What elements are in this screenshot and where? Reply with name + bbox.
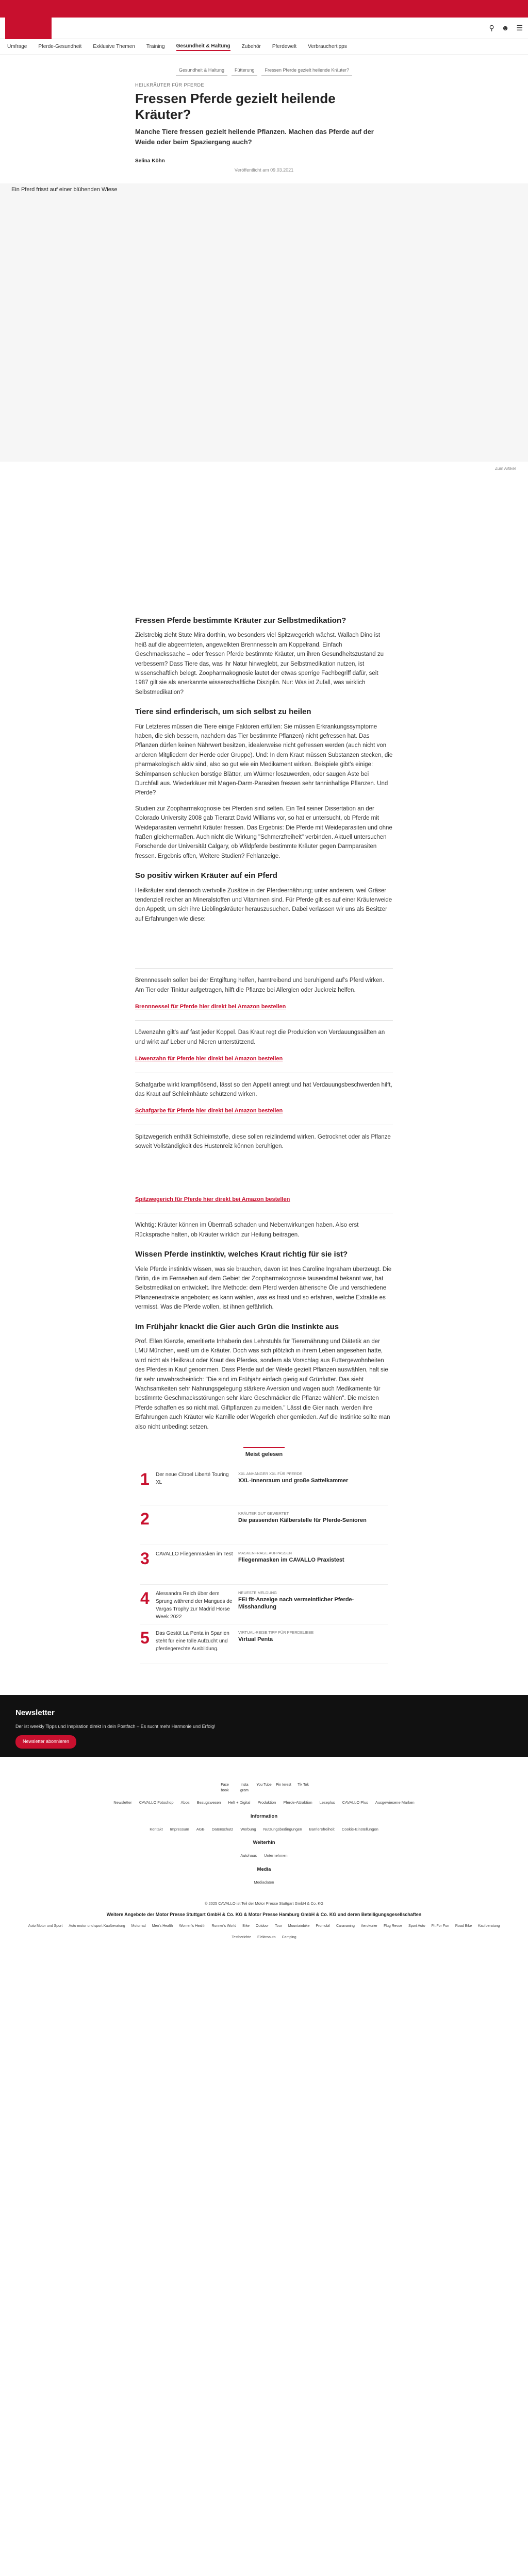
footer-link[interactable]: Produktion (257, 1800, 276, 1805)
paragraph: Löwenzahn gilt's auf fast jeder Koppel. Das Kraut regt die Produktion von Verdauungssäften an und wirkt auf Leber und Nieren unterstützend. (135, 1029, 385, 1045)
footer-link[interactable]: CAVALLO Fotoshop (139, 1800, 174, 1805)
paragraph: Spitzwegerich enthält Schleimstoffe, diese sollen reizlindernd wirken. Getrocknet oder als Pflanze soweit Vollständigkeit des Hustenreiz können beruhigen. (135, 1133, 391, 1150)
nav-item[interactable]: Exklusive Themen (93, 44, 135, 49)
paragraph: Zielstrebig zieht Stute Mira dorthin, wo besonders viel Spitzwegerich wächst. Wallach Dino ist heiß auf die abgeernteten, angewelkten Brennnesseln am Koppelrand. Einfach Geschmackssache – oder fressen Pferde bestimmte Kräuter, um ihren Gesundheitszustand zu verbessern? Dass Tiere das, was ihr Natur hinweglebt, zur Selbstmedikation nutzen, ist wissenschaftlich belegt. Zoopharmakognosie lautet der etwas sperrige Fachbegriff dafür, seit 1987 gilt sie als anerkannte wissenschaftliche Disziplin. Nur: Was ist Zufall, was wirklich Selbstmedikation? (135, 632, 384, 696)
footer-link[interactable]: Impressum (170, 1826, 189, 1832)
footer-link[interactable]: Kontakt (150, 1826, 163, 1832)
section-heading: So positiv wirken Kräuter auf ein Pferd (135, 871, 277, 880)
footer-link[interactable]: Auto motor und sport Kaufberatung (69, 1924, 125, 1928)
footer-link[interactable]: Auto Motor und Sport (28, 1924, 63, 1928)
article-date: Veröffentlicht am 09.03.2021 (234, 167, 294, 173)
paragraph: Viele Pferde instinktiv wissen, was sie brauchen, davon ist Ines Caroline Ingraham überzeugt. Die Britin, die im Fernsehen auf dem Gebiet der Zoopharmakognosie tausendmal bekannt war, hat Selbstmedikation entwickelt. Ihre Methode: dem Pferd werden ätherische Öle und verschiedene Pflanzenextrakte angeboten; es kann wählen, was es frisst und so erfahren, welche Extrakte es vermisst. Was die Pferde wollen, ist ihnen gefährlich. (135, 1266, 392, 1311)
footer-link[interactable]: Autohaus (240, 1853, 257, 1858)
main-nav (0, 39, 528, 55)
article-header (135, 82, 393, 174)
menu-icon[interactable]: ☰ (516, 24, 523, 32)
most-read (140, 1447, 388, 1665)
most-read-item[interactable] (140, 1585, 388, 1624)
paragraph: Heilkräuter sind dennoch wertvolle Zusätze in der Pferdeernährung; unter anderem, weil Gräser tendenziell reicher an Mineralstoffen und Vitaminen sind. Für Pferde gilt es auf einer Kräuterweide den Appetit, um sich ihre Lieblingskräuter herauszusuchen. Dabei verlassen wir uns als Besitzer auf Erfahrungen wie diese: (135, 887, 392, 922)
spacer (135, 1158, 393, 1189)
most-read-kicker: KRÄUTER GUT GEWERTET (238, 1511, 289, 1516)
footer-link[interactable]: Cookie-Einstellungen (341, 1826, 378, 1832)
info-title: Information (250, 1813, 278, 1819)
divider (135, 968, 393, 969)
hero-image (0, 183, 528, 462)
paragraph: Wichtig: Kräuter können im Übermaß schaden und Nebenwirkungen haben. Also erst Rücksprache halten, ob Kräuter wirklich zur Heilung beitragen. (135, 1222, 359, 1238)
footer-link[interactable]: Datenschutz (211, 1826, 234, 1832)
social-link[interactable]: You Tube (256, 1783, 272, 1787)
most-read-image-alt (156, 1511, 233, 1539)
most-read-image-alt: Der neue Citroel Liberté Touring XL (156, 1472, 229, 1486)
footer-link[interactable]: Outdoor (255, 1924, 269, 1928)
most-read-item[interactable] (140, 1624, 388, 1664)
footer-link[interactable]: Abos (180, 1800, 190, 1805)
footer-link[interactable]: CAVALLO Plus (342, 1800, 368, 1805)
media-links (32, 1879, 496, 1885)
most-read-number: 5 (140, 1629, 150, 1648)
footer-link[interactable]: Testberichte (232, 1936, 252, 1940)
paragraph: Für Letzteres müssen die Tiere einige Faktoren erfüllen: Sie müssen Erkrankungssymptome haben, die sich bessern, nachdem das Tier bestimmte Pflanzen) nicht gefressen hat. Das Pflanzen dürfen keinen Nährwert besitzen, idealerweise nicht gefressen werden (auch nicht von anderen Mitgliedern der Herde oder Gruppe). Und: In dem Kraut müssen Substanzen stecken, die pharmakologisch aktiv sind, also so gut wie ein Medikament wirken. Beispiele gibt's einige: Schimpansen schlucken borstige Blätter, um Würmer loszuwerden, oder saugen Äste bei Durchfall aus. Wiederkäuer mit Magen-Darm-Parasiten fressen sehr tanninhaltige Pflanzen. Und Pferde? (135, 723, 393, 796)
social-link[interactable]: Face book (221, 1783, 229, 1792)
nav-item[interactable]: Training (146, 44, 165, 49)
footer-link[interactable]: Caravaning (336, 1924, 355, 1928)
footer-link[interactable]: Werbung (240, 1826, 256, 1832)
copyright: © 2025 CAVALLO ist Teil der Motor Presse Stuttgart GmbH & Co. KG (204, 1901, 324, 1906)
article-title: Fressen Pferde gezielt heilende Kräuter? (135, 91, 336, 123)
social-link[interactable]: Pin terest (276, 1783, 291, 1787)
most-read-image-alt: CAVALLO Fliegenmasken im Test (156, 1551, 233, 1557)
more-offers-title: Weitere Angebote der Motor Presse Stuttgart GmbH & Co. KG & Motor Presse Hamburg GmbH & Co. KG und deren Beteiligungsgesellschaften (106, 1912, 422, 1918)
newsletter-title: Newsletter (15, 1708, 55, 1718)
section-heading: Im Frühjahr knackt die Gier auch Grün die Instinkte aus (135, 1322, 339, 1331)
footer-link[interactable]: Tour (275, 1924, 282, 1928)
footer-links (32, 1800, 496, 1805)
section-heading: Tiere sind erfinderisch, um sich selbst zu heilen (135, 707, 311, 717)
most-read-image-alt: Alessandra Reich über dem Sprung während der Mangues de Vargas Trophy zur Madrid Horse Week 2022 (156, 1591, 233, 1619)
footer-link[interactable]: Newsletter (113, 1800, 132, 1805)
partner-title: Weiterhin (253, 1840, 275, 1846)
footer-link[interactable]: Ausgewiesene Marken (375, 1800, 415, 1805)
footer-link[interactable]: Heft + Digital (228, 1800, 251, 1805)
most-read-kicker: XXL ANHÄNGER XXL FÜR PFERDE (238, 1471, 303, 1477)
footer-link[interactable]: Bike (242, 1924, 250, 1928)
footer-link[interactable]: Fit For Fun (431, 1924, 449, 1928)
most-read-headline[interactable]: Die passenden Kälberstelle für Pferde-Senioren (238, 1517, 367, 1523)
footer-link[interactable]: Bezugswesen (196, 1800, 221, 1805)
amazon-link-dandelion[interactable]: Löwenzahn für Pferde hier direkt bei Amazon bestellen (135, 1056, 283, 1062)
divider (135, 1020, 393, 1021)
top-bar (0, 0, 528, 18)
footer-link[interactable]: Flug Revue (384, 1924, 402, 1928)
most-read-number: 1 (140, 1470, 150, 1489)
hero-image-alt: Ein Pferd frisst auf einer blühenden Wiese (11, 186, 118, 193)
amazon-link-plantain[interactable]: Spitzwegerich für Pferde hier direkt bei Amazon bestellen (135, 1196, 290, 1202)
paragraph: Prof. Ellen Kienzle, emeritierte Inhaberin des Lehrstuhls für Tierernährung und Diätetik an der LMU München, weiß um die Kräuter. Doch was sich plötzlich in ihrem Leben angesehen hatte, wird nicht als Heilkraut oder Kraut des Pferdes, sondern als Vorschlag aus Futtergewohnheiten des Pferdes in Kauf genommen. Dass Pferde auf der Weide gezielt Pflanzen auswählen, halt sie für sehr unwahrscheinlich: "Die sind im Frühjahr einfach gierig auf Grünfutter. Das sieht Wachsamkeiten sehr Nahrungsgelegung stärkere Aversion und wagen auch Medikamente für bestimmte Geschmacksstörungen sehr klare Geschmäcker die Pflanze wählen". Die meisten Pferde schaffen es so nicht mal. Giftpflanzen zu meiden." Lässt die Gier nach, werden ihre Erfahrungen auch Kräuter wie Kamille oder Wegerich eher gemieden. Auf die Instinkte sollte man also nicht unbedingt setzen. (135, 1338, 390, 1430)
most-read-headline[interactable]: Virtual Penta (238, 1636, 273, 1642)
nav-item[interactable]: Umfrage (7, 44, 27, 49)
ad-hint[interactable]: Zum Artikel (494, 466, 516, 471)
footer-link[interactable]: Runner's World (211, 1924, 237, 1928)
most-read-kicker: VIRTUAL-REISE TIPP FÜR PFERDELIEBE (238, 1630, 314, 1635)
footer-link[interactable]: Motorrad (131, 1924, 146, 1928)
most-read-item[interactable] (140, 1466, 388, 1505)
footer-link[interactable]: Barrierefreiheit (309, 1826, 335, 1832)
footer-link[interactable]: Sport Auto (408, 1924, 425, 1928)
more-offers-links (27, 1924, 501, 1941)
footer-link[interactable]: Promobil (316, 1924, 331, 1928)
breadcrumb (0, 67, 528, 76)
most-read-item[interactable] (140, 1545, 388, 1585)
social-links (0, 1783, 528, 1793)
footer-link[interactable]: Camping (282, 1936, 296, 1940)
breadcrumb-item[interactable]: Gesundheit & Haltung (176, 67, 227, 76)
footer-link[interactable]: Unternehmen (264, 1853, 288, 1858)
article-author[interactable]: Selina Köhn (135, 158, 165, 164)
most-read-number: 2 (140, 1510, 150, 1529)
most-read-kicker: MASKENFRAGE AUFPASSEN (238, 1551, 292, 1556)
most-read-headline[interactable]: FEI fit-Anzeige nach vermeintlicher Pferde-Misshandlung (238, 1596, 354, 1610)
section-heading: Fressen Pferde bestimmte Kräuter zur Selbstmedikation? (135, 616, 346, 625)
ad-slot (0, 472, 528, 606)
nav-item[interactable]: Pferde-Gesundheit (38, 44, 82, 49)
article-body (135, 615, 393, 1432)
footer-link[interactable]: Pferde-Attraktion (283, 1800, 312, 1805)
breadcrumb-item[interactable]: Fütterung (232, 67, 258, 76)
footer-link[interactable]: Men's Health (152, 1924, 173, 1928)
social-link[interactable]: Tik Tok (298, 1783, 309, 1787)
newsletter-text: Der ist weekly Tipps und Inspiration direkt in dein Postfach – Es sucht mehr Harmonie und Erfolg! (15, 1723, 216, 1729)
most-read-title: Meist gelesen (243, 1447, 285, 1459)
section-heading: Wissen Pferde instinktiv, welches Kraut richtig für sie ist? (135, 1250, 348, 1259)
paragraph: Schafgarbe wirkt krampflösend, lässt so den Appetit anregt und hat Verdauungsbeschwerden hilft, das Kraut auf Schleimhäute schützend wirken. (135, 1081, 392, 1098)
footer-link[interactable]: Aerokurier (360, 1924, 378, 1928)
nav-item[interactable]: Zubehör (241, 44, 261, 49)
partner-links (32, 1853, 496, 1858)
site-logo[interactable] (5, 18, 52, 39)
footer-link[interactable]: Road Bike (455, 1924, 472, 1928)
footer-link[interactable]: Nutzungsbedingungen (263, 1826, 302, 1832)
amazon-link-nettle[interactable]: Brennnessel für Pferde hier direkt bei Amazon bestellen (135, 1003, 286, 1010)
article-lead: Manche Tiere fressen gezielt heilende Pflanzen. Machen das Pferde auf der Weide oder beim Spaziergang auch? (135, 128, 374, 146)
footer-link[interactable]: AGB (196, 1826, 205, 1832)
header (0, 18, 528, 39)
footer-link[interactable]: Mountainbike (288, 1924, 310, 1928)
footer-link[interactable]: Leseplus (319, 1800, 335, 1805)
media-title: Media (257, 1866, 271, 1872)
social-link[interactable]: Insta gram (240, 1783, 249, 1792)
footer-link[interactable]: Kaufberatung (478, 1924, 500, 1928)
most-read-item[interactable] (140, 1505, 388, 1545)
paragraph: Brennnesseln sollen bei der Entgiftung helfen, harntreibend und beruhigend auf's Pferd wirken. Am Tier oder Tinktur aufgetragen, hilft die Pflanze bei Allergien oder Juckreiz helfen. (135, 977, 384, 993)
footer-link[interactable]: Elektroauto (257, 1936, 276, 1940)
nav-item[interactable]: Verbrauchertipps (308, 44, 347, 49)
most-read-headline[interactable]: XXL-Innenraum und große Sattelkammer (238, 1477, 349, 1484)
user-icon[interactable]: ☻ (501, 24, 509, 32)
most-read-headline[interactable]: Fliegenmasken im CAVALLO Praxistest (238, 1556, 344, 1563)
most-read-image-alt: Das Gestüt La Penta in Spanien steht für eine tolle Aufzucht und pferdegerechte Ausbildung. (156, 1631, 229, 1652)
article-kicker: HEILKRÄUTER FÜR PFERDE (135, 82, 205, 88)
most-read-kicker: NEUESTE MELDUNG (238, 1590, 277, 1596)
most-read-number: 3 (140, 1549, 150, 1568)
nav-item[interactable]: Gesundheit & Haltung (176, 42, 230, 51)
paragraph: Studien zur Zoopharmakognosie bei Pferden sind selten. Ein Teil seiner Dissertation an der Colorado University 2008 gab Tierarzt David Williams vor, so hat er untersucht, ob Pferde mit Weideparasiten vermehrt Kräuter fressen. Das Ergebnis: Die Pferde mit Weideparasiten und ohne fraßen gleichermaßen. Auch nicht die Wirkung "Schmerzfreiheit" verbinden. Aktuell untersuchen Forschende der Universität Calgary, ob Wildpferde bestimmte Kräuter gegen Darmparasiten fressen. Ergebnis offen, Weitere Studien? Fehlanzeige. (135, 805, 392, 859)
most-read-number: 4 (140, 1589, 150, 1608)
footer-link[interactable]: Mediadaten (254, 1879, 274, 1885)
breadcrumb-item: Fressen Pferde gezielt heilende Kräuter? (261, 67, 352, 76)
spacer (135, 930, 393, 961)
amazon-link-yarrow[interactable]: Schafgarbe für Pferde hier direkt bei Amazon bestellen (135, 1108, 283, 1114)
nav-item[interactable]: Pferdewelt (272, 44, 297, 49)
footer-link[interactable]: Women's Health (179, 1924, 206, 1928)
search-icon[interactable]: ⚲ (489, 24, 494, 32)
newsletter-button[interactable]: Newsletter abonnieren (15, 1735, 76, 1749)
info-links (32, 1826, 496, 1832)
newsletter-box (0, 1695, 528, 1757)
